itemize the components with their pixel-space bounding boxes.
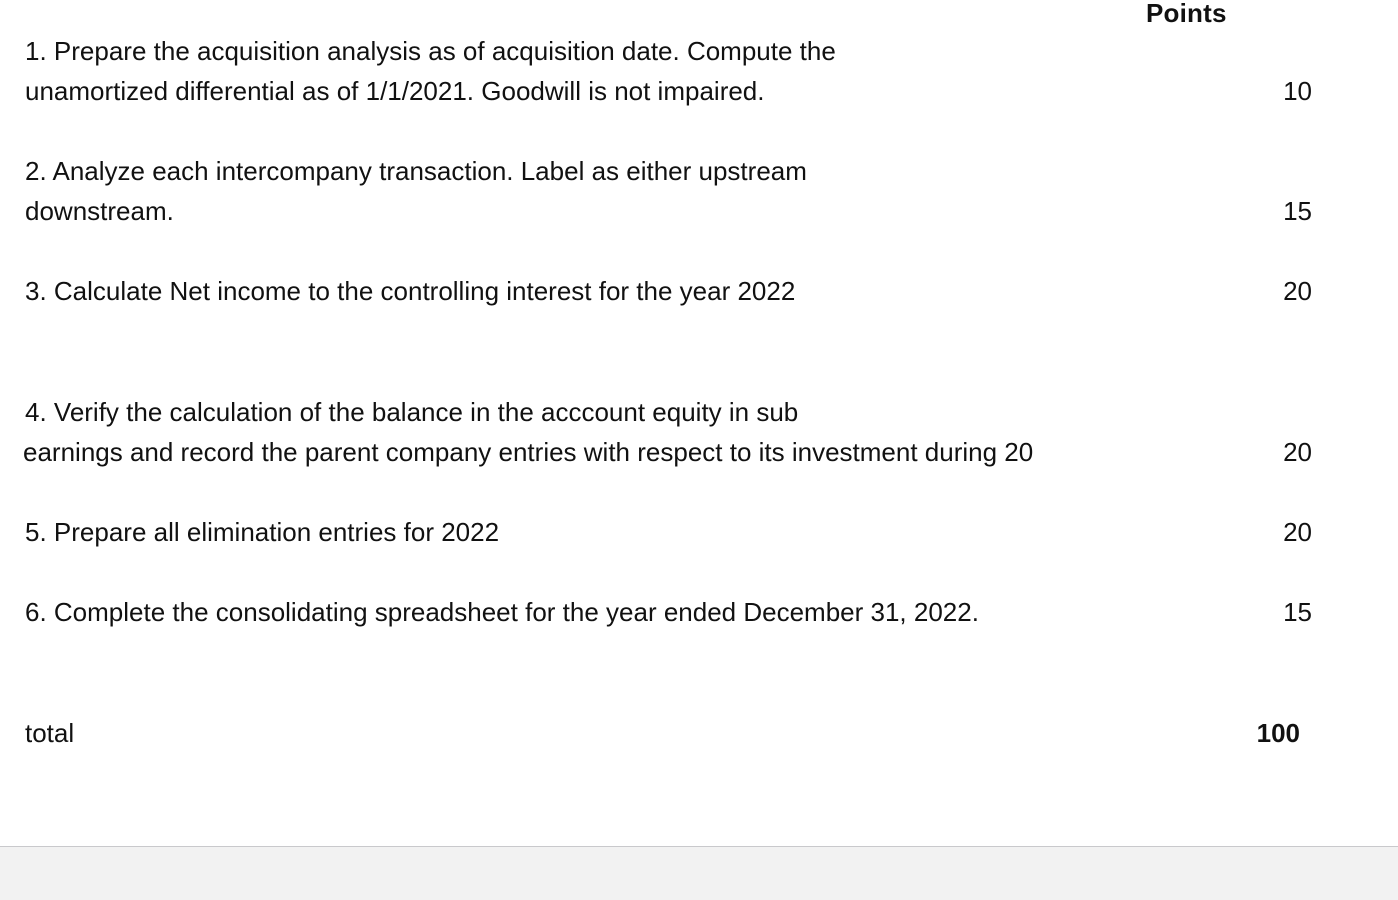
item-4-line-2: earnings and record the parent company entries with respect to its investment during 20 — [23, 437, 1034, 467]
item-5-points: 20 — [1283, 517, 1312, 547]
item-4-line-1: 4. Verify the calculation of the balance in the acccount equity in sub — [25, 397, 799, 427]
item-2-line-1: 2. Analyze each intercompany transaction. Label as either upstream — [25, 156, 807, 186]
item-5-line-1: 5. Prepare all elimination entries for 2022 — [25, 517, 500, 547]
item-4-points: 20 — [1283, 437, 1312, 467]
item-6-line-1: 6. Complete the consolidating spreadsheet for the year ended December 31, 2022. — [25, 597, 979, 627]
item-3-line-1: 3. Calculate Net income to the controlling interest for the year 2022 — [25, 276, 796, 306]
item-6-points: 15 — [1283, 597, 1312, 627]
item-1-line-1: 1. Prepare the acquisition analysis as of acquisition date. Compute the — [25, 36, 836, 66]
item-2-points: 15 — [1283, 196, 1312, 226]
item-1-points: 10 — [1283, 76, 1312, 106]
item-2-line-2: downstream. — [25, 196, 174, 226]
footer-bar — [0, 846, 1398, 900]
total-points: 100 — [1256, 718, 1300, 748]
points-column-header: Points — [1146, 0, 1227, 28]
item-3-points: 20 — [1283, 276, 1312, 306]
total-label: total — [25, 718, 75, 748]
item-1-line-2: unamortized differential as of 1/1/2021. Goodwill is not impaired. — [25, 76, 765, 106]
